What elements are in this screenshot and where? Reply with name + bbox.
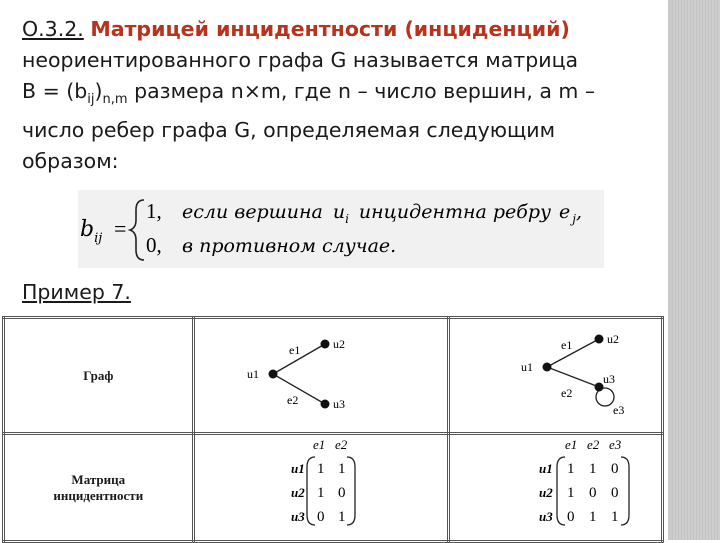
m2-cell: 1 <box>588 461 597 477</box>
matrix-notation-sub-nm: n,m <box>102 92 128 108</box>
m2-cell: 1 <box>566 485 575 501</box>
graph2-label-u3: u3 <box>602 372 615 386</box>
formula-equals: = <box>114 216 127 241</box>
graph2-label-u2: u2 <box>606 332 619 346</box>
matrix-notation-start: B = (b <box>22 79 88 103</box>
definition-block <box>22 14 668 177</box>
matrix-notation-sub-ij: ij <box>87 92 95 108</box>
definition-line-5: образом: <box>22 149 119 174</box>
m2-col-e1: e1 <box>564 437 577 452</box>
m2-left-paren <box>557 457 565 525</box>
formula-svg <box>78 190 604 268</box>
graph-1 <box>195 319 447 427</box>
definition-line-2: неориентированного графа G называется матрица <box>22 48 579 72</box>
m2-col-e2: e2 <box>586 437 599 452</box>
matrix-2-cell <box>449 434 663 542</box>
m1-cell: 1 <box>316 461 325 477</box>
m1-row-u2: u2 <box>290 485 305 500</box>
graph2-edge-e2 <box>547 367 599 387</box>
m2-row-u3: u3 <box>538 509 553 524</box>
row-label-graph: Граф <box>4 318 194 434</box>
example-title: Пример 7. <box>22 280 131 304</box>
graph1-edge-e2 <box>273 374 325 404</box>
definition-term: Матрицей инцидентности (инциденций) <box>90 17 570 41</box>
m1-col-e2: e2 <box>334 437 348 452</box>
case1-value: 1, <box>146 199 162 223</box>
m2-cell: 0 <box>566 509 575 525</box>
m2-row-u2: u2 <box>538 485 553 500</box>
m2-cell: 1 <box>610 509 619 525</box>
m2-cell: 0 <box>588 485 597 501</box>
m2-cell: 0 <box>610 485 619 501</box>
graph1-label-u3: u3 <box>332 397 345 411</box>
m2-row-u1: u1 <box>538 461 553 476</box>
row-label-matrix-line2: инцидентности <box>53 487 144 503</box>
graph1-label-e1: e1 <box>288 343 301 357</box>
m1-cell: 1 <box>337 461 346 477</box>
example-table <box>2 316 664 543</box>
m2-col-e3: e3 <box>608 437 621 452</box>
graph-2-cell <box>449 318 663 434</box>
matrix-1 <box>195 435 447 535</box>
definition-line-3 <box>22 76 668 115</box>
graph1-vertex-u3 <box>320 400 329 409</box>
graph2-vertex-u1 <box>542 363 551 372</box>
table-row-matrix <box>4 434 663 542</box>
graph-1-cell <box>193 318 449 434</box>
m1-cell: 1 <box>337 509 346 525</box>
case1-text: если вершина $u_i$ инцидентна ребру e $_j$, <box>182 201 583 226</box>
graph1-vertex-u2 <box>320 340 329 349</box>
table-row-graph <box>4 318 663 434</box>
matrix-1-cell <box>193 434 449 542</box>
graph2-label-e2: e2 <box>560 386 572 400</box>
m1-cell: 1 <box>316 485 325 501</box>
graph2-label-u1: u1 <box>520 360 533 374</box>
formula-lhs: $b_{ij}$ <box>80 217 103 246</box>
matrix-2 <box>451 435 661 535</box>
graph1-label-u2: u2 <box>332 337 345 351</box>
graph1-label-u1: u1 <box>246 367 259 381</box>
m2-cell: 1 <box>588 509 597 525</box>
graph2-label-e1: e1 <box>560 338 572 352</box>
decorative-stripe-texture <box>672 0 720 540</box>
matrix-size-text: размера n×m, где n – число вершин, а m – <box>127 79 596 103</box>
m1-row-u3: u3 <box>290 509 305 524</box>
m2-right-paren <box>621 457 629 525</box>
m1-left-paren <box>307 457 315 525</box>
m1-cell: 0 <box>316 509 325 525</box>
m1-row-u1: u1 <box>290 461 305 476</box>
definition-line-4: число ребер графа G, определяемая следующим <box>22 118 556 143</box>
formula-box <box>78 190 604 268</box>
case2-text: в противном случае. <box>182 235 397 257</box>
graph2-label-e3: e3 <box>612 403 624 417</box>
row-label-matrix <box>4 434 194 542</box>
m2-cell: 1 <box>566 461 575 477</box>
graph1-label-e2: e2 <box>286 393 299 407</box>
case2-value: 0, <box>146 233 162 257</box>
m1-col-e1: e1 <box>312 437 326 452</box>
matrix-notation-close: ) <box>94 79 103 103</box>
graph1-vertex-u1 <box>268 370 277 379</box>
row-label-matrix-line1: Матрица <box>71 471 126 487</box>
definition-line-1 <box>22 14 668 45</box>
definition-number: О.3.2. <box>22 17 84 41</box>
m1-cell: 0 <box>337 485 346 501</box>
graph2-edge-e1 <box>547 339 599 367</box>
m1-right-paren <box>347 457 355 525</box>
graph-2 <box>451 319 661 427</box>
m2-cell: 0 <box>610 461 619 477</box>
formula-brace <box>130 200 144 260</box>
graph2-vertex-u2 <box>594 335 603 344</box>
